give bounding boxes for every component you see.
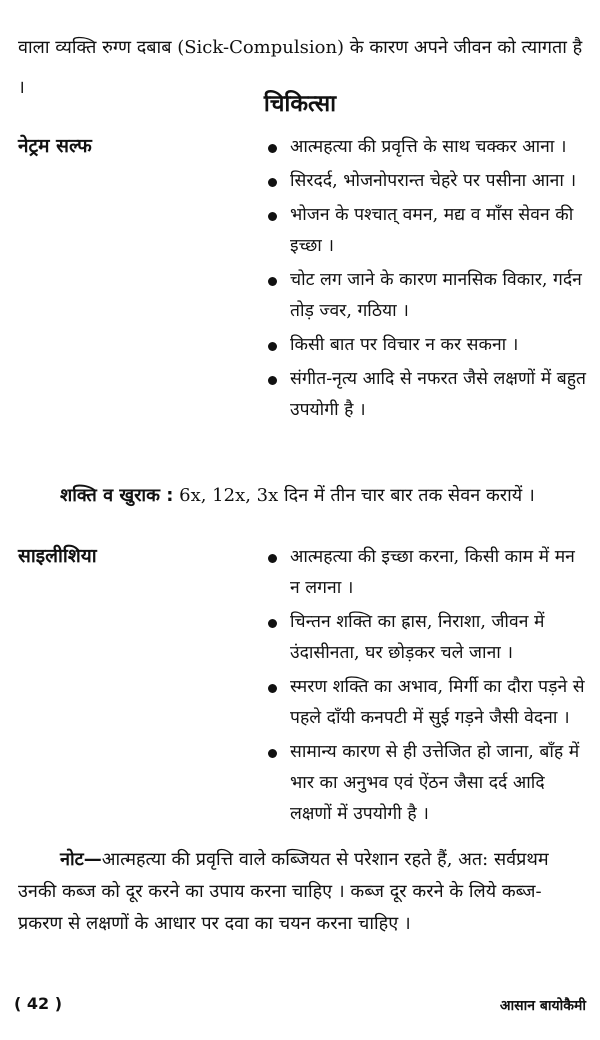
symptom-item: सामान्य कारण से ही उत्तेजित हो जाना, बाँह में भार का अनुभव एवं ऐंठन जैसा दर्द आदि लक्षणों में उपयोगी है । (268, 737, 588, 830)
book-title: आसान बायोकैमी (499, 998, 586, 1014)
symptom-item: चिन्तन शक्ति का ह्रास, निराशा, जीवन में उंदासीनता, घर छोड़कर चले जाना । (268, 607, 588, 669)
bullet-icon (268, 178, 277, 187)
page-number: ( 42 ) (14, 994, 63, 1013)
symptom-item: चोट लग जाने के कारण मानसिक विकार, गर्दन तोड़ ज्वर, गठिया । (268, 265, 588, 327)
bullet-icon (268, 144, 277, 153)
remedy-symptom-list (268, 132, 588, 429)
remedy-symptom-list (268, 542, 588, 833)
symptom-item: संगीत-नृत्य आदि से नफरत जैसे लक्षणों में बहुत उपयोगी है । (268, 364, 588, 426)
symptom-item: आत्महत्या की इच्छा करना, किसी काम में मन न लगना । (268, 542, 588, 604)
note-paragraph (18, 844, 586, 940)
bullet-icon (268, 554, 277, 563)
section-heading: चिकित्सा (263, 90, 337, 117)
note-text: आत्महत्या की प्रवृत्ति वाले कब्जियत से परेशान रहते हैं, अत: सर्वप्रथम उनकी कब्ज को दूर करने का उपाय करना चाहिए । कब्ज दूर करने के लिये कब्ज-प्रकरण से लक्षणों के आधार पर दवा का चयन करना चाहिए । (18, 849, 549, 934)
bullet-icon (268, 376, 277, 385)
symptom-item: भोजन के पश्चात् वमन, मद्य व माँस सेवन की इच्छा । (268, 200, 588, 262)
dosage-text: 6x, 12x, 3x दिन में तीन चार बार तक सेवन करायें । (179, 485, 535, 506)
remedy-name-silicea: साइलीशिया (18, 545, 97, 567)
bullet-icon (268, 684, 277, 693)
remedy-name-natrum-sulph: नेट्रम सल्फ (18, 135, 92, 157)
dosage-label: शक्ति व खुराक : (60, 485, 174, 506)
bullet-icon (268, 749, 277, 758)
symptom-item: आत्महत्या की प्रवृत्ति के साथ चक्कर आना । (268, 132, 588, 163)
bullet-icon (268, 619, 277, 628)
symptom-item: किसी बात पर विचार न कर सकना । (268, 330, 588, 361)
intro-paragraph: वाला व्यक्ति रुग्ण दबाब (Sick-Compulsion) के कारण अपने जीवन को त्यागता है । (18, 37, 583, 98)
bullet-icon (268, 277, 277, 286)
note-label: नोट— (60, 849, 102, 870)
dosage-paragraph (18, 478, 586, 514)
symptom-item: सिरदर्द, भोजनोपरान्त चेहरे पर पसीना आना । (268, 166, 588, 197)
symptom-item: स्मरण शक्ति का अभाव, मिर्गी का दौरा पड़ने से पहले दाँयी कनपटी में सुई गड़ने जैसी वेदना । (268, 672, 588, 734)
bullet-icon (268, 212, 277, 221)
bullet-icon (268, 342, 277, 351)
